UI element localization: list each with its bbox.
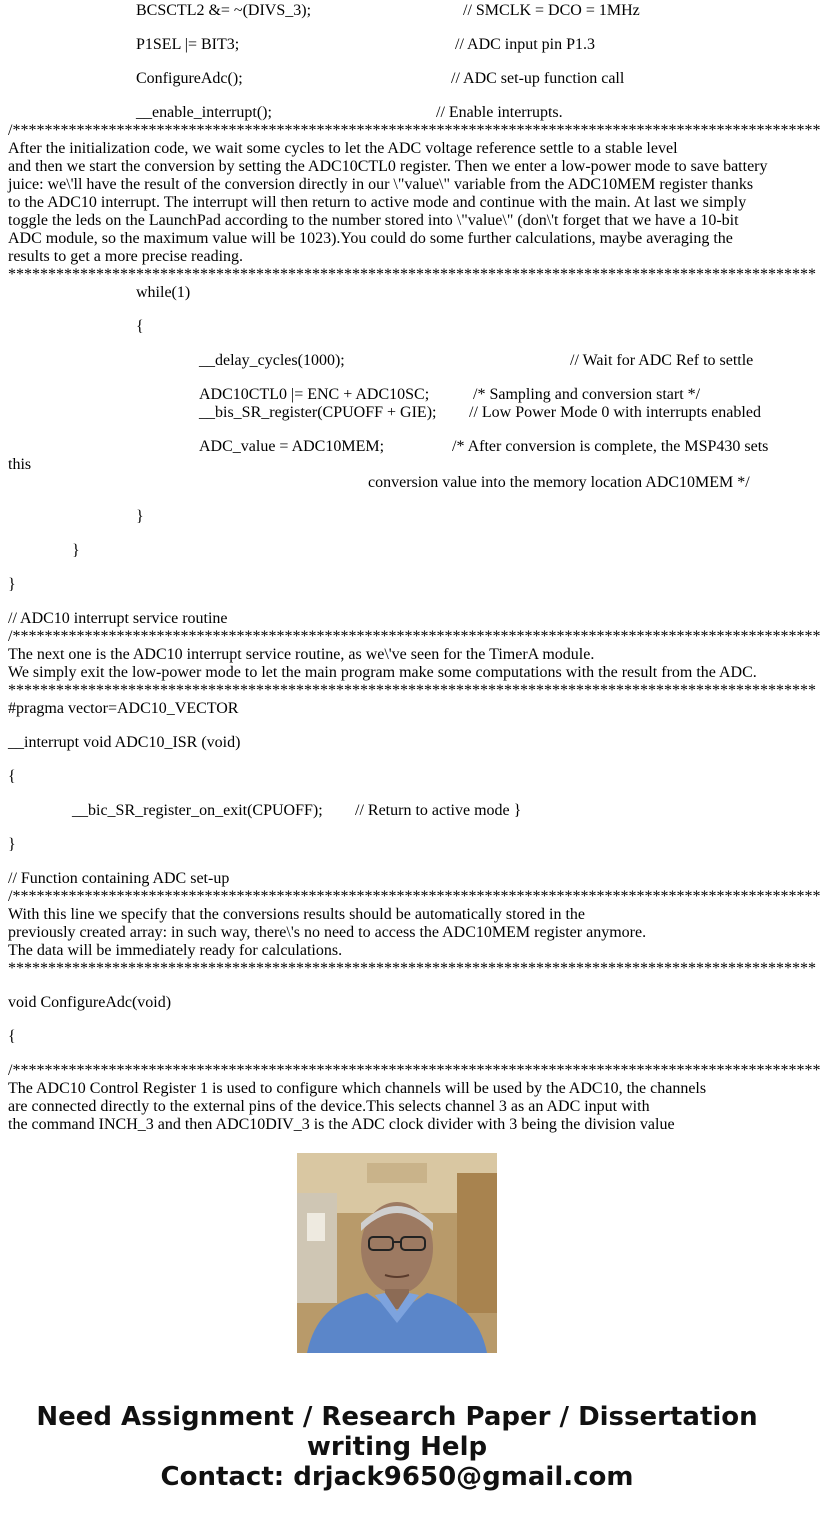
code-comment: // Function containing ADC set-up [8,870,230,887]
code-line: void ConfigureAdc(void) [8,994,172,1011]
code-line: { [8,768,16,785]
paragraph-line: We simply exit the low-power mode to let the main program make some computations with the result from the ADC. [8,664,757,681]
paragraph-line: toggle the leds on the LaunchPad according to the number stored into \"value\" (don\'t forget that we have a 10-bit [8,212,739,229]
code-line: } [72,542,80,559]
paragraph-line: The next one is the ADC10 interrupt service routine, as we\'ve seen for the TimerA module. [8,646,595,663]
code-line: } [136,508,144,525]
code-comment: /* After conversion is complete, the MSP430 sets [452,438,769,455]
paragraph-line: results to get a more precise reading. [8,248,244,265]
paragraph-line: With this line we specify that the conversions results should be automatically stored in the [8,906,586,923]
code-line: } [8,576,16,593]
code-comment: // ADC input pin P1.3 [455,36,596,53]
paragraph-line: the command INCH_3 and then ADC10DIV_3 is the ADC clock divider with 3 being the division value [8,1116,675,1133]
code-comment: // ADC10 interrupt service routine [8,610,228,627]
code-comment: // Low Power Mode 0 with interrupts enabled [469,404,761,421]
code-comment: // Wait for ADC Ref to settle [570,352,754,369]
code-comment: // Enable interrupts. [436,104,563,121]
paragraph-line: juice: we\'ll have the result of the conversion directly in our \"value\" variable from the ADC10MEM register thanks [8,176,754,193]
code-line: #pragma vector=ADC10_VECTOR [8,700,239,717]
comment-close-stars: ***************************************************************************************************** [8,960,816,977]
code-comment: conversion value into the memory location ADC10MEM */ [368,474,750,491]
code-line: { [8,1028,16,1045]
paragraph-line: previously created array: in such way, there\'s no need to access the ADC10MEM register anymore. [8,924,647,941]
code-line: __delay_cycles(1000); [199,352,345,369]
comment-open-stars: /***************************************************************************************************** [8,1062,820,1079]
code-line: __interrupt void ADC10_ISR (void) [8,734,241,751]
paragraph-line: ADC module, so the maximum value will be 1023).You could do some further calculations, maybe averaging the [8,230,733,247]
code-line: BCSCTL2 &= ~(DIVS_3); [136,2,312,19]
paragraph-line: to the ADC10 interrupt. The interrupt will then return to active mode and continue with the main. At last we simply [8,194,747,211]
code-line: ConfigureAdc(); [136,70,243,87]
code-line: } [8,836,16,853]
paragraph-line: are connected directly to the external pins of the device.This selects channel 3 as an ADC input with [8,1098,650,1115]
comment-open-stars: /***************************************************************************************************** [8,628,820,645]
footer-banner [0,1402,794,1492]
footer-line: writing Help [306,1432,488,1462]
code-line: __enable_interrupt(); [136,104,272,121]
code-line: while(1) [136,284,191,301]
code-line: ADC_value = ADC10MEM; [199,438,385,455]
footer-contact: Contact: drjack9650@gmail.com [160,1462,634,1492]
paragraph-line: After the initialization code, we wait some cycles to let the ADC voltage reference settle to a stable level [8,140,678,157]
code-line: P1SEL |= BIT3; [136,36,240,53]
code-line: ADC10CTL0 |= ENC + ADC10SC; [199,386,430,403]
author-avatar [297,1153,497,1353]
footer-line: Need Assignment / Research Paper / Dissertation [36,1402,758,1432]
code-line: __bic_SR_register_on_exit(CPUOFF); [72,802,323,819]
comment-close-stars: ***************************************************************************************************** [8,266,816,283]
comment-open-stars: /***************************************************************************************************** [8,888,820,905]
code-comment: // SMCLK = DCO = 1MHz [463,2,640,19]
paragraph-line: The ADC10 Control Register 1 is used to configure which channels will be used by the ADC10, the channels [8,1080,707,1097]
code-comment: // Return to active mode } [355,802,522,819]
comment-close-stars: ***************************************************************************************************** [8,682,816,699]
code-line: __bis_SR_register(CPUOFF + GIE); [199,404,437,421]
comment-open-stars: /***************************************************************************************************** [8,122,820,139]
code-comment: /* Sampling and conversion start */ [473,386,701,403]
code-comment: // ADC set-up function call [451,70,625,87]
paragraph-line: and then we start the conversion by setting the ADC10CTL0 register. Then we enter a low-power mode to save battery [8,158,768,175]
code-comment: this [8,456,32,473]
code-line: { [136,318,144,335]
paragraph-line: The data will be immediately ready for calculations. [8,942,343,959]
